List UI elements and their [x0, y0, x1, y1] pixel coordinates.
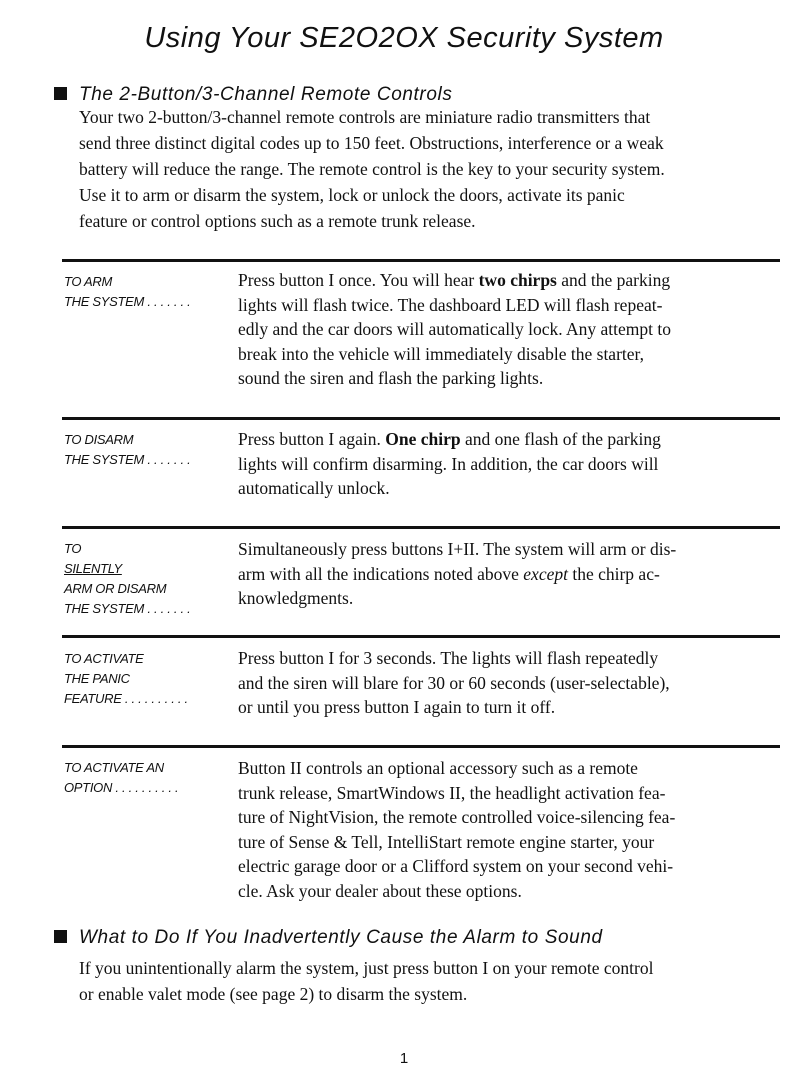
- row-text-silently: [238, 537, 748, 611]
- label-line: TO ACTIVATE: [64, 651, 144, 666]
- square-bullet-icon: [54, 87, 67, 100]
- page-title: Using Your SE2O2OX Security System: [144, 22, 664, 54]
- square-bullet-icon: [54, 930, 67, 943]
- row-label-silently: [64, 539, 229, 619]
- row-label-disarm: [64, 430, 229, 470]
- text-line: Press button I once. You will hear two chirps and the parking: [238, 270, 671, 290]
- text-line: Press button I again. One chirp and one flash of the parking: [238, 429, 661, 449]
- text-line: arm with all the indications noted above except the chirp ac-: [238, 563, 660, 584]
- label-line: ARM OR DISARM: [64, 581, 167, 596]
- text-line: Press button I for 3 seconds. The lights will flash repeatedly: [238, 648, 659, 668]
- divider: [62, 417, 780, 420]
- text-line: cle. Ask your dealer about these options.: [238, 880, 522, 901]
- row-label-option: [64, 758, 229, 798]
- section-heading-text: The 2-Button/3-Channel Remote Controls: [79, 84, 453, 105]
- text-line: electric garage door or a Clifford system on your second vehi-: [238, 856, 674, 876]
- row-text-disarm: [238, 427, 748, 501]
- page-number: 1: [399, 1050, 409, 1067]
- label-line: TO DISARM: [64, 432, 134, 447]
- bold-text: One chirp: [385, 429, 461, 449]
- label-line: THE SYSTEM . . . . . . .: [64, 452, 191, 467]
- paragraph-line: send three distinct digital codes up to 150 feet. Obstructions, interference or a weak: [79, 133, 664, 153]
- label-line: THE SYSTEM . . . . . . .: [64, 601, 191, 616]
- text-line: lights will confirm disarming. In addition, the car doors will: [238, 453, 659, 474]
- text-line: and the siren will blare for 30 or 60 seconds (user-selectable),: [238, 672, 670, 693]
- section-heading-alarm-sound: [54, 927, 603, 949]
- label-line: TO SILENTLY: [64, 539, 229, 579]
- divider: [62, 635, 780, 638]
- row-label-panic: [64, 649, 229, 709]
- text-line: ture of NightVision, the remote controlled voice-silencing fea-: [238, 807, 676, 827]
- alarm-sound-paragraph: [79, 955, 759, 1007]
- label-line: OPTION . . . . . . . . . .: [64, 780, 179, 795]
- row-label-arm: [64, 272, 229, 312]
- text-line: knowledgments.: [238, 588, 354, 608]
- paragraph-line: battery will reduce the range. The remote control is the key to your security system.: [79, 159, 665, 179]
- paragraph-line: feature or control options such as a remote trunk release.: [79, 211, 476, 231]
- divider: [62, 526, 780, 529]
- section-heading-text: What to Do If You Inadvertently Cause the Alarm to Sound: [79, 927, 603, 948]
- text-line: ture of Sense & Tell, IntelliStart remote engine starter, your: [238, 831, 655, 852]
- label-line: THE SYSTEM . . . . . . .: [64, 294, 191, 309]
- text-line: trunk release, SmartWindows II, the headlight activation fea-: [238, 782, 666, 803]
- paragraph-line: Use it to arm or disarm the system, lock or unlock the doors, activate its panic: [79, 185, 625, 205]
- label-line: TO ARM: [64, 274, 113, 289]
- remote-controls-paragraph: [79, 104, 759, 234]
- text-line: lights will flash twice. The dashboard LED will flash repeat-: [238, 294, 663, 315]
- text-line: Simultaneously press buttons I+II. The system will arm or dis-: [238, 539, 677, 559]
- text-line: edly and the car doors will automatically lock. Any attempt to: [238, 319, 672, 339]
- label-line: FEATURE . . . . . . . . . .: [64, 691, 188, 706]
- label-line: THE PANIC: [64, 671, 130, 686]
- text-line: Button II controls an optional accessory such as a remote: [238, 758, 638, 778]
- label-line: TO ACTIVATE AN: [64, 760, 164, 775]
- text-line: or until you press button I again to turn it off.: [238, 697, 556, 717]
- row-text-option: [238, 756, 748, 903]
- text-line: automatically unlock.: [238, 478, 390, 498]
- paragraph-line: or enable valet mode (see page 2) to disarm the system.: [79, 984, 468, 1004]
- paragraph-line: If you unintentionally alarm the system, just press button I on your remote control: [79, 958, 654, 978]
- row-text-panic: [238, 646, 748, 720]
- row-text-arm: [238, 268, 748, 391]
- italic-text: except: [523, 563, 568, 584]
- bold-text: two chirps: [478, 270, 557, 290]
- text-line: sound the siren and flash the parking lights.: [238, 368, 544, 388]
- divider: [62, 745, 780, 748]
- section-heading-remote-controls: [54, 84, 452, 106]
- text-line: break into the vehicle will immediately disable the starter,: [238, 343, 645, 364]
- paragraph-line: Your two 2-button/3-channel remote controls are miniature radio transmitters that: [79, 107, 651, 127]
- divider: [62, 259, 780, 262]
- underlined-word: SILENTLY: [64, 561, 122, 576]
